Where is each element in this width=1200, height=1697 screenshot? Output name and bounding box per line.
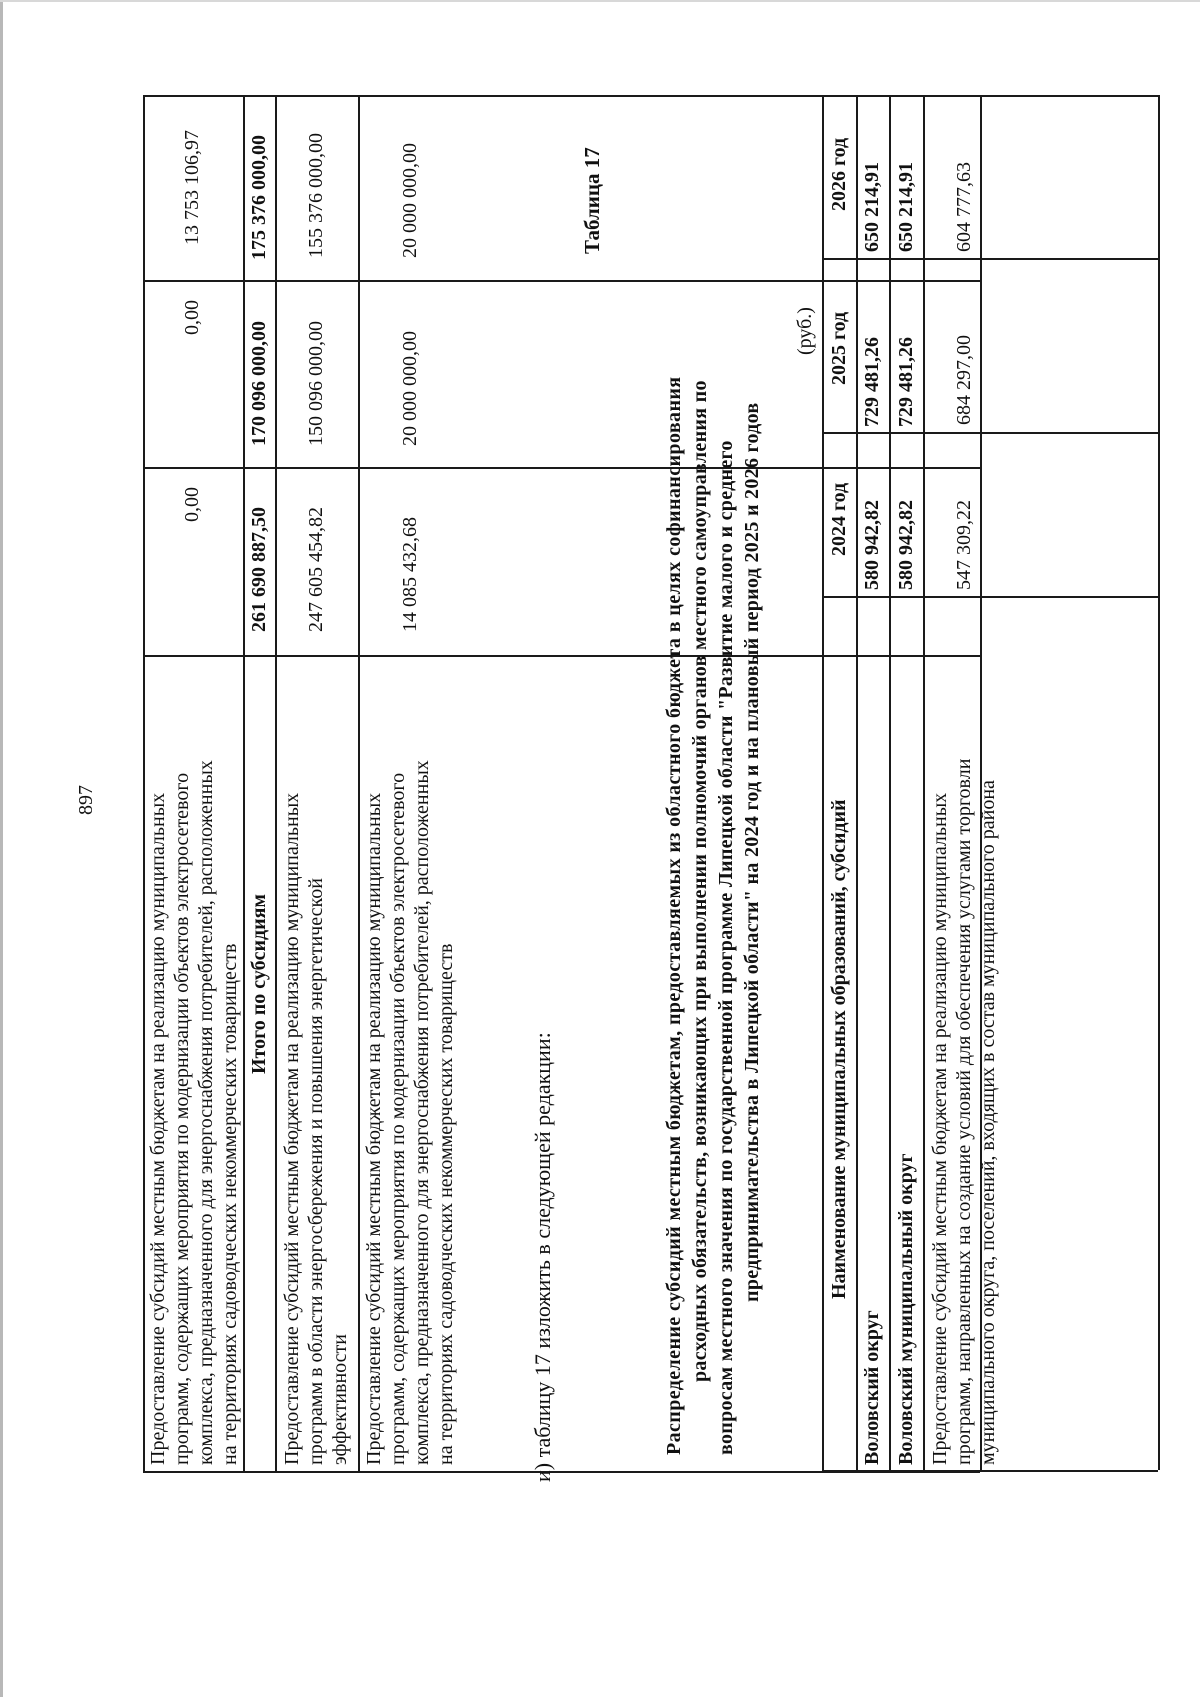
table-17-border [822,95,824,1470]
table-title-line: предпринимательства в Липецкой области" на 2024 год и на плановый период 2025 и 2026 годов [741,402,763,1302]
cell-2026: 650 214,91 [861,162,883,252]
table-17-border [822,432,1158,434]
table-prev-cell-2025: 150 096 000,00 [305,321,327,446]
table-prev-border [143,467,980,469]
cell-2025: 729 481,26 [861,337,883,427]
table-prev-border [143,655,980,657]
table-prev-name-line: комплекса, предназначенного для энергоснабжения потребителей, расположенных [411,760,433,1465]
table-prev-name-line: программ в области энергосбережения и повышения энергетической [305,878,327,1465]
table-prev-cell-2024: 14 085 432,68 [399,517,421,632]
table-prev-name-line: Предоставление субсидий местным бюджетам на реализацию муниципальных [363,792,385,1465]
table-17-border [822,95,1158,97]
table-title-line: Распределение субсидий местным бюджетам, предоставляемых из областного бюджета в целях софинансирования [663,376,685,1455]
row-name: Воловский округ [861,1310,883,1465]
cell-2026: 650 214,91 [895,162,917,252]
table-prev-border [143,280,980,282]
column-header-2026: 2026 год [828,137,850,211]
table-prev-name-line: Предоставление субсидий местным бюджетам на реализацию муниципальных [281,792,303,1465]
table-17-border [822,596,1158,598]
table-prev-name-line: на территориях садоводческих некоммерческих товариществ [219,943,241,1465]
table-title-line: расходных обязательств, возникающих при выполнении полномочий органов местного самоуправления по [689,380,711,1382]
cell-2025: 684 297,00 [953,335,975,425]
cell-2024: 580 942,82 [895,500,917,590]
table-17-border [1158,95,1160,1470]
column-header-2024: 2024 год [828,482,850,556]
table-prev-cell-2024: 247 605 454,82 [305,507,327,632]
row-name-line: муниципального округа, поселений, входящих в состав муниципального района [977,780,999,1465]
table-prev-cell-2024: 0,00 [181,487,203,522]
table-prev-border [143,95,145,1471]
table-prev-name-line: Предоставление субсидий местным бюджетам на реализацию муниципальных [147,792,169,1465]
amendment-instruction: и) таблицу 17 изложить в следующей редакции: [530,1032,555,1482]
table-prev-name-line: программ, содержащих мероприятия по модернизации объектов электросетевого [171,772,193,1465]
table-prev-name-line: комплекса, предназначенного для энергоснабжения потребителей, расположенных [195,760,217,1465]
table-17-border [822,258,1158,260]
row-name-line: программ, направленных на создание условий для обеспечения услугами торговли [953,758,975,1465]
table-17-border [856,95,858,1470]
row-name-line: Предоставление субсидий местным бюджетам на реализацию муниципальных [929,792,951,1465]
column-header-name: Наименование муниципальных образований, субсидий [828,799,850,1299]
table-prev-cell-2025: 20 000 000,00 [399,331,421,446]
cell-2024: 547 309,22 [953,500,975,590]
cell-2026: 604 777,63 [953,162,975,252]
cell-2025: 729 481,26 [895,337,917,427]
row-name: Воловский муниципальный округ [895,1153,917,1465]
table-prev-name-line: на территориях садоводческих некоммерческих товариществ [435,943,457,1465]
table-prev-border [358,95,360,1471]
table-prev-total-2024: 261 690 887,50 [248,507,270,632]
unit-label: (руб.) [794,307,816,355]
cell-2024: 580 942,82 [861,500,883,590]
scan-left-edge [0,0,3,1697]
scan-top-edge [0,0,1200,2]
table-label: Таблица 17 [580,147,604,254]
table-prev-total-label: Итого по субсидиям [248,893,270,1074]
column-header-2025: 2025 год [828,311,850,385]
table-prev-cell-2025: 0,00 [181,300,203,335]
table-prev-total-2026: 175 376 000,00 [248,135,270,260]
table-prev-border [243,95,245,1471]
table-prev-name-line: эффективности [329,1333,351,1465]
table-17-border [889,95,891,1470]
table-prev-border [275,95,277,1471]
table-17-border [822,1470,1158,1472]
table-17-border [923,95,925,1470]
table-prev-cell-2026: 13 753 106,97 [181,130,203,245]
table-prev-cell-2026: 155 376 000,00 [305,133,327,258]
table-prev-cell-2026: 20 000 000,00 [399,143,421,258]
page-number: 897 [75,785,97,815]
table-prev-name-line: программ, содержащих мероприятия по модернизации объектов электросетевого [387,772,409,1465]
table-prev-total-2025: 170 096 000,00 [248,321,270,446]
table-title-line: вопросам местного значения по государственной программе Липецкой области "Развитие малого и среднего [715,440,737,1455]
